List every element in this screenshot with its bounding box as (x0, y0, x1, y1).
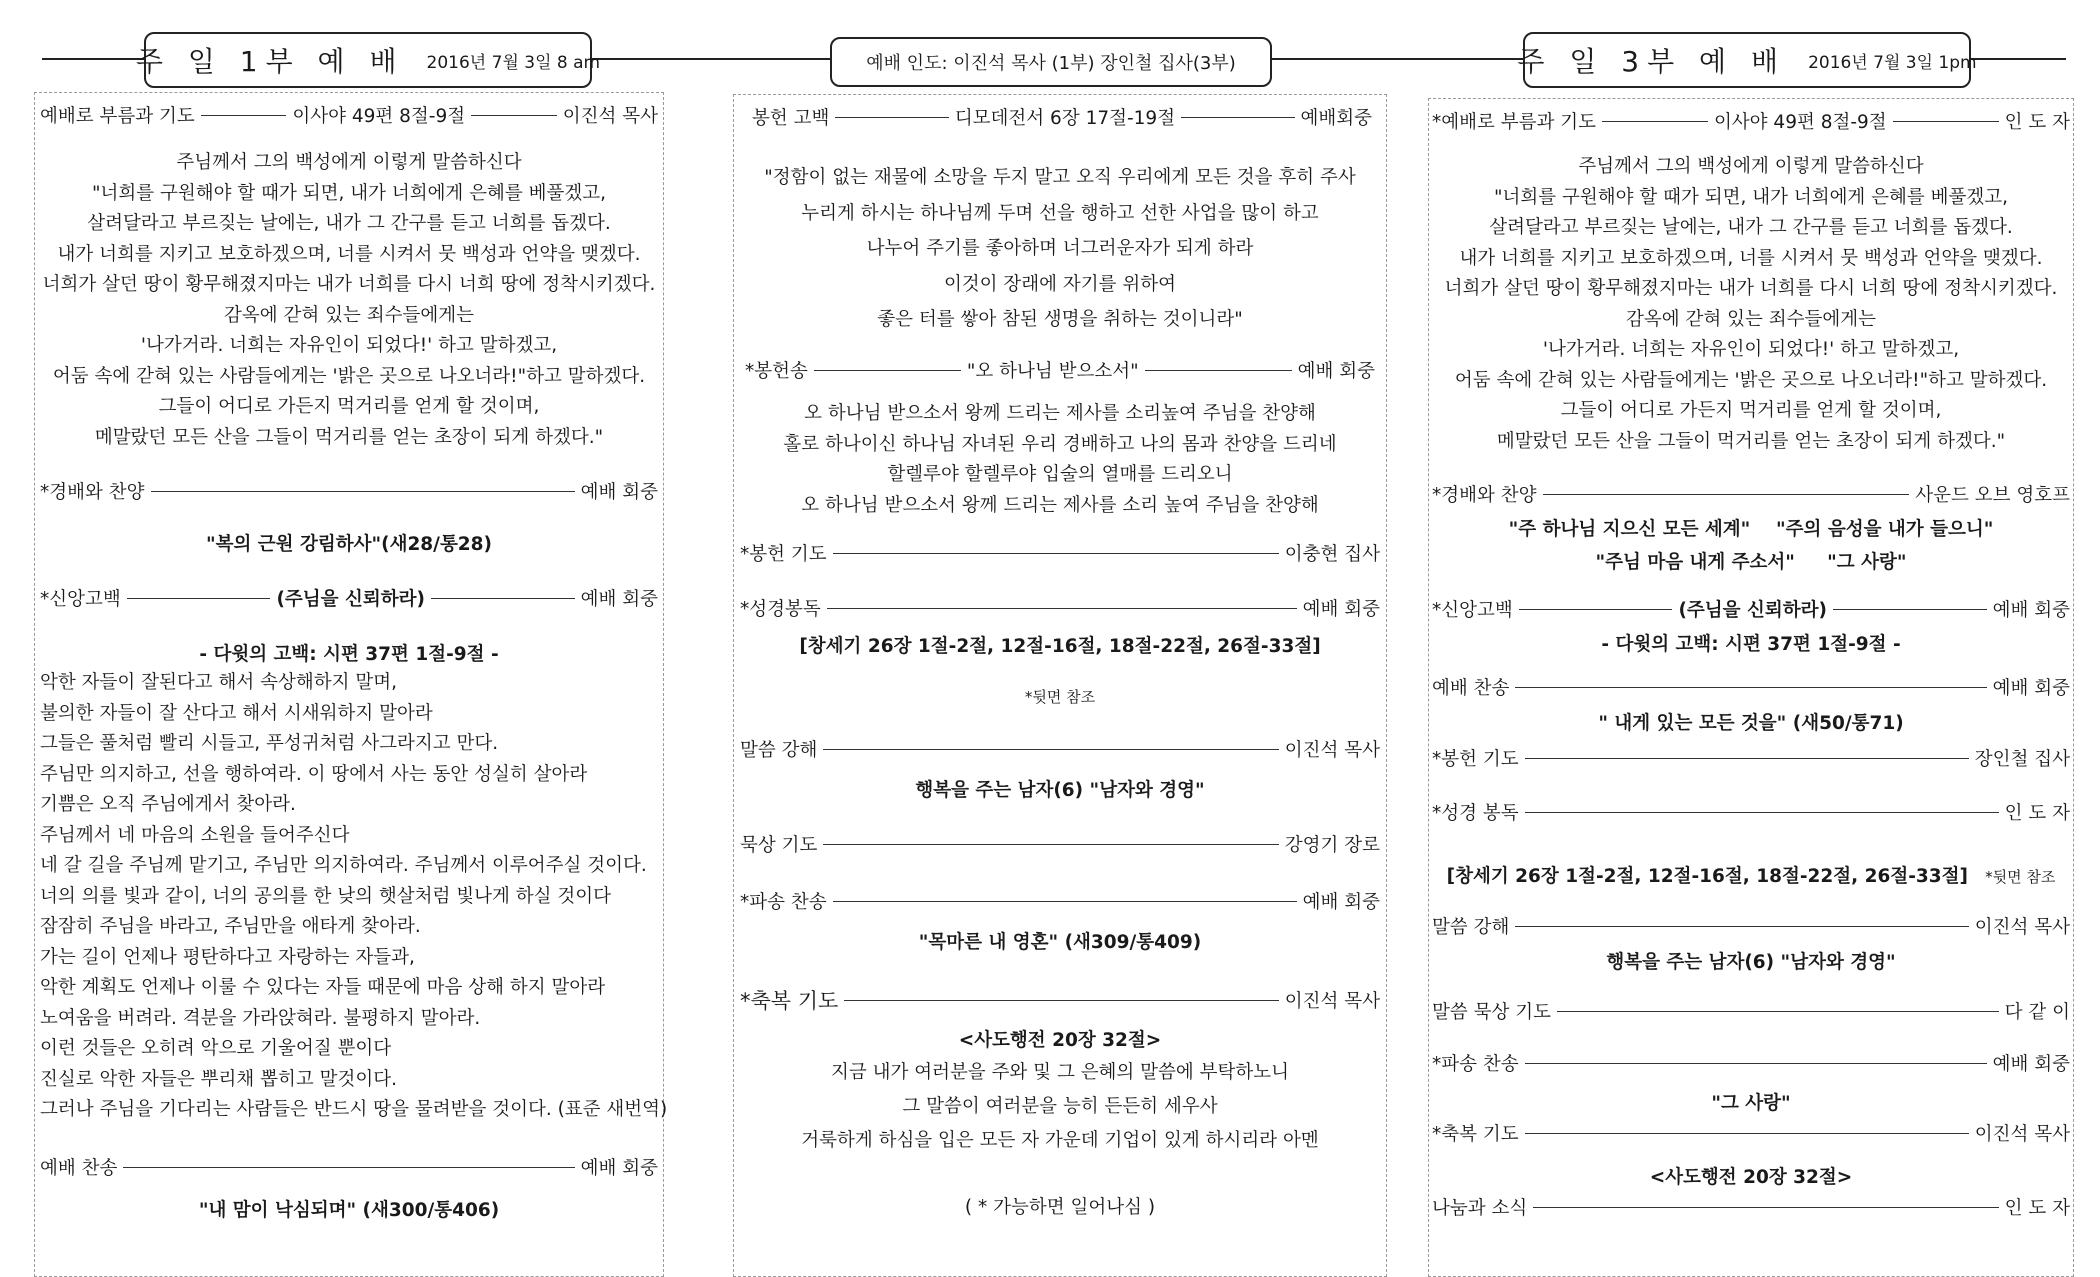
right-sermon-row (1432, 913, 2070, 939)
center-offering-prayer-leader: 이충현 집사 (1284, 544, 1380, 565)
center-offering-row (752, 104, 1372, 130)
center-offering-song-row (745, 357, 1375, 383)
right-news-row (1432, 1194, 2070, 1220)
right-confession-title: - 다윗의 고백: 시편 37편 1절-9절 - (1601, 634, 1901, 655)
leader-dash (201, 115, 287, 116)
right-scripture-leader: 인 도 자 (2004, 803, 2070, 824)
right-praise-leader: 사운드 오브 영호프 (1915, 485, 2070, 506)
right-call-row (1432, 108, 2070, 134)
right-praise-songs-1: "주 하나님 지으신 모든 세계" "주의 음성을 내가 들으니" (1508, 519, 1994, 540)
center-scripture-leader: 예배 회중 (1302, 599, 1380, 620)
reading-line: '나가거라. 너희는 자유인이 되었다!' 하고 말하겠고, (1542, 339, 1960, 360)
center-scripture-label: *성경봉독 (740, 599, 821, 620)
right-creed-label: *신앙고백 (1432, 600, 1513, 621)
reading-line: 감옥에 갇혀 있는 죄수들에게는 (224, 304, 474, 326)
center-blessing-text (740, 1056, 1380, 1158)
offering-line: 나누어 주기를 좋아하며 너그러운자가 되게 하라 (866, 238, 1254, 259)
center-sending-row (740, 888, 1380, 914)
leader-dash (833, 553, 1279, 554)
right-creed-leader: 예배 회중 (1992, 600, 2070, 621)
right-scripture-ref-line (1432, 862, 2070, 888)
reading-line: 어둠 속에 갇혀 있는 사람들에게는 '밝은 곳으로 나오너라!"하고 말하겠다. (52, 365, 646, 387)
left-confession-title: - 다윗의 고백: 시편 37편 1절-9절 - (199, 644, 499, 665)
right-sermon-title: 행복을 주는 남자(6) "남자와 경영" (1606, 952, 1896, 973)
center-offering-text (740, 160, 1380, 338)
center-blessing-label: *축복 기도 (740, 989, 839, 1013)
confession-line: 그들은 풀처럼 빨리 시들고, 푸성귀처럼 사그라지고 만다. (40, 733, 499, 754)
confession-line: 노여움을 버려라. 격분을 가라앉혀라. 불평하지 말아라. (40, 1007, 481, 1029)
leader-text: 예배 인도: 이진석 목사 (1부) 장인철 집사(3부) (866, 53, 1236, 74)
reading-line: 그들이 어디로 가든지 먹거리를 얻게 할 것이며, (1560, 400, 1942, 421)
right-blessing-leader: 이진석 목사 (1974, 1124, 2070, 1145)
center-scripture-row (740, 595, 1380, 621)
right-creed-row (1432, 596, 2070, 622)
offering-line: 이것이 장래에 자기를 위하여 (943, 273, 1177, 295)
center-silent-row (740, 831, 1380, 857)
center-silent-leader: 강영기 장로 (1284, 835, 1380, 856)
confession-line: 불의한 자들이 잘 산다고 해서 시새워하지 말아라 (40, 702, 433, 724)
reading-line: 메말랐던 모든 산을 그들이 먹거리를 얻는 초장이 되게 하겠다." (1496, 430, 2006, 452)
center-sermon-leader: 이진석 목사 (1284, 740, 1380, 761)
leader-dash (1525, 758, 1969, 759)
right-blessing-ref: <사도행전 20장 32절> (1649, 1167, 1853, 1188)
reading-line: 살려달라고 부르짖는 날에는, 내가 그 간구를 듣고 너희를 돕겠다. (87, 213, 611, 234)
confession-line: 악한 계획도 언제나 이룰 수 있다는 자들 때문에 마음 상해 하지 말아라 (40, 977, 606, 998)
center-offering-prayer-row (740, 540, 1380, 566)
right-sermon-leader: 이진석 목사 (1974, 917, 2070, 938)
left-praise-leader: 예배 회중 (580, 482, 658, 503)
confession-line: 이런 것들은 오히려 악으로 기울어질 뿐이다 (40, 1038, 392, 1059)
reading-line: 내가 너희를 지키고 보호하겠으며, 너를 시켜서 뭇 백성과 언약을 맺겠다. (57, 243, 641, 265)
center-song-lyrics (740, 399, 1380, 521)
left-call-leader: 이진석 목사 (562, 106, 659, 127)
left-hymn-label: 예배 찬송 (40, 1158, 118, 1179)
leader-dash (1519, 609, 1673, 610)
leader-dash (1145, 370, 1292, 371)
confession-line: 네 갈 길을 주님께 맡기고, 주님만 의지하여라. 주님께서 이루어주실 것이다. (40, 855, 647, 876)
right-scripture-note: *뒷면 참조 (1985, 868, 2056, 886)
confession-line: 진실로 악한 자들은 뿌리채 뽑히고 말것이다. (40, 1068, 397, 1090)
leader-dash (151, 491, 575, 492)
leader-dash (123, 1167, 574, 1168)
center-blessing-ref: <사도행전 20장 32절> (958, 1030, 1162, 1051)
right-scripture-ref: [창세기 26장 1절-2절, 12절-16절, 18절-22절, 26절-33절] (1446, 866, 1968, 887)
reading-line: 살려달라고 부르짖는 날에는, 내가 그 간구를 듣고 너희를 돕겠다. (1489, 217, 2013, 238)
leader-dash (1525, 812, 1999, 813)
reading-line: 어둠 속에 갇혀 있는 사람들에게는 '밝은 곳으로 나오너라!"하고 말하겠다. (1454, 369, 2048, 391)
reading-line: 주님께서 그의 백성에게 이렇게 말씀하신다 (1578, 156, 1924, 177)
confession-line: 기쁨은 오직 주님에게서 찾아라. (40, 794, 296, 815)
lyric-line: 오 하나님 받으소서 왕께 드리는 제사를 소리 높여 주님을 찬양해 (801, 494, 1319, 516)
right-silent-label: 말씀 묵상 기도 (1432, 1002, 1551, 1023)
confession-line: 가는 길이 언제나 평탄하다고 자랑하는 자들과, (40, 946, 415, 968)
leader-dash (1833, 609, 1987, 610)
right-blessing-row (1432, 1120, 2070, 1146)
reading-line: 내가 너희를 지키고 보호하겠으며, 너를 시켜서 뭇 백성과 언약을 맺겠다. (1459, 247, 2043, 269)
right-sending-row (1432, 1050, 2070, 1076)
right-call-leader: 인 도 자 (2004, 112, 2071, 133)
blessing-line: 그 말씀이 여러분을 능히 든든히 세우사 (902, 1096, 1218, 1117)
left-service-title: 주 일 1부 예 배 (135, 45, 405, 78)
center-offering-prayer-label: *봉헌 기도 (740, 544, 827, 565)
right-praise-row (1432, 481, 2070, 507)
left-service-date: 2016년 7월 3일 8 am (426, 52, 601, 73)
blessing-line: 지금 내가 여러분을 주와 및 그 은혜의 말씀에 부탁하노니 (830, 1062, 1290, 1083)
leader-dash (1557, 1011, 1999, 1012)
leader-dash (1525, 1063, 1987, 1064)
confession-line: 주님만 의지하고, 선을 행하여라. 이 땅에서 사는 동안 성실히 살아라 (40, 763, 588, 785)
right-hymn-label: 예배 찬송 (1432, 678, 1510, 699)
confession-line: 너의 의를 빛과 같이, 너의 공의를 한 낮의 햇살처럼 빛나게 하실 것이다 (40, 885, 611, 907)
leader-dash (823, 844, 1278, 845)
left-service-title-box (135, 32, 601, 88)
leader-dash (833, 901, 1297, 902)
offering-line: 누리게 하시는 하나님께 두며 선을 행하고 선한 사업을 많이 하고 (801, 202, 1319, 224)
reading-line: "너희를 구원해야 할 때가 되면, 내가 너희에게 은혜를 베풀겠고, (91, 182, 607, 204)
leader-dash (1602, 121, 1708, 122)
right-reading (1432, 152, 2070, 457)
left-call-label: 예배로 부름과 기도 (40, 106, 195, 127)
center-sending-leader: 예배 회중 (1302, 892, 1380, 913)
right-news-leader: 인 도 자 (2004, 1198, 2070, 1219)
reading-line: 너희가 살던 땅이 황무해졌지마는 내가 너희를 다시 너희 땅에 정착시키겠다. (42, 274, 656, 295)
center-sermon-label: 말씀 강해 (740, 740, 818, 761)
confession-line: 그러나 주님을 기다리는 사람들은 반드시 땅을 물려받을 것이다. (표준 새번역) (40, 1099, 668, 1120)
right-hymn-leader: 예배 회중 (1992, 678, 2070, 699)
right-call-label: *예배로 부름과 기도 (1432, 112, 1596, 133)
left-reading (40, 148, 658, 453)
right-silent-leader: 다 같 이 (2004, 1002, 2070, 1023)
right-sending-leader: 예배 회중 (1992, 1054, 2070, 1075)
right-sending-label: *파송 찬송 (1432, 1054, 1519, 1075)
left-creed-label: *신앙고백 (40, 589, 121, 610)
leader-dash (1525, 1133, 1969, 1134)
leader-dash (1893, 121, 1999, 122)
right-offering-prayer-leader: 장인철 집사 (1974, 749, 2070, 770)
center-offering-song-label: *봉헌송 (745, 361, 808, 382)
center-offering-song-title: "오 하나님 받으소서" (966, 361, 1139, 382)
center-offering-label: 봉헌 고백 (752, 108, 830, 129)
right-scripture-label: *성경 봉독 (1432, 803, 1519, 824)
right-creed-title: (주님을 신뢰하라) (1678, 600, 1827, 621)
leader-dash (827, 608, 1297, 609)
leader-dash (1515, 926, 1968, 927)
left-praise-row (40, 478, 658, 504)
reading-line: 주님께서 그의 백성에게 이렇게 말씀하신다 (176, 152, 522, 173)
reading-line: 메말랐던 모든 산을 그들이 먹거리를 얻는 초장이 되게 하겠다." (94, 426, 604, 448)
offering-line: 좋은 터를 쌓아 참된 생명을 취하는 것이니라" (877, 309, 1243, 330)
reading-line: 그들이 어디로 가든지 먹거리를 얻게 할 것이며, (158, 396, 540, 417)
leader-dash (1181, 117, 1294, 118)
right-offering-prayer-label: *봉헌 기도 (1432, 749, 1519, 770)
center-blessing-leader: 이진석 목사 (1284, 991, 1380, 1012)
confession-line: 주님께서 네 마음의 소원을 들어주신다 (40, 824, 350, 846)
right-service-title-box (1517, 32, 1977, 88)
leader-dash (814, 370, 961, 371)
leader-dash (1533, 1207, 1998, 1208)
center-sending-label: *파송 찬송 (740, 892, 827, 913)
left-call-row (40, 102, 658, 128)
center-offering-passage: 디모데전서 6장 17절-19절 (954, 108, 1176, 129)
reading-line: 너희가 살던 땅이 황무해졌지마는 내가 너희를 다시 너희 땅에 정착시키겠다. (1444, 278, 2058, 299)
lyric-line: 할렐루야 할렐루야 입술의 열매를 드리오니 (887, 464, 1233, 485)
right-praise-songs-2: "주님 마음 내게 주소서" "그 사랑" (1595, 552, 1907, 573)
leader-dash (1515, 687, 1986, 688)
left-hymn-leader: 예배 회중 (580, 1158, 658, 1179)
leader-dash (1543, 494, 1910, 495)
left-praise-song: "복의 근원 강림하사"(새28/통28) (205, 534, 493, 555)
reading-line: '나가거라. 너희는 자유인이 되었다!' 하고 말하겠고, (140, 335, 558, 356)
center-sermon-title: 행복을 주는 남자(6) "남자와 경영" (915, 780, 1205, 801)
left-creed-title: (주님을 신뢰하라) (276, 589, 425, 610)
left-creed-row (40, 585, 658, 611)
right-sending-title: "그 사랑" (1711, 1093, 1791, 1114)
right-service-date: 2016년 7월 3일 1pm (1808, 52, 1977, 73)
right-hymn-title: " 내게 있는 모든 것을" (새50/통71) (1598, 713, 1904, 734)
leader-dash (835, 117, 948, 118)
left-confession (40, 668, 668, 1126)
center-scripture-ref: [창세기 26장 1절-2절, 12절-16절, 18절-22절, 26절-33절] (799, 636, 1321, 657)
right-sermon-label: 말씀 강해 (1432, 917, 1510, 938)
leader-dash (127, 598, 271, 599)
reading-line: "너희를 구원해야 할 때가 되면, 내가 너희에게 은혜를 베풀겠고, (1493, 186, 2009, 208)
leader-box (830, 37, 1272, 87)
center-sermon-row (740, 736, 1380, 762)
left-creed-leader: 예배 회중 (580, 589, 658, 610)
reading-line: 감옥에 갇혀 있는 죄수들에게는 (1626, 308, 1876, 330)
center-stand-note: ( * 가능하면 일어나심 ) (964, 1197, 1156, 1218)
center-silent-label: 묵상 기도 (740, 835, 818, 856)
right-service-title: 주 일 3부 예 배 (1517, 45, 1787, 78)
right-blessing-label: *축복 기도 (1432, 1124, 1519, 1145)
offering-line: "정함이 없는 재물에 소망을 두지 말고 오직 우리에게 모든 것을 후히 주사 (764, 167, 1356, 188)
center-offering-song-leader: 예배 회중 (1297, 361, 1375, 382)
center-scripture-note: *뒷면 참조 (1024, 688, 1096, 706)
confession-line: 악한 자들이 잘된다고 해서 속상해하지 말며, (40, 672, 397, 693)
right-call-passage: 이사야 49편 8절-9절 (1713, 112, 1887, 133)
center-sending-title: "목마른 내 영혼" (새309/통409) (918, 932, 1202, 953)
left-hymn-row (40, 1154, 658, 1180)
right-silent-row (1432, 998, 2070, 1024)
leader-dash (823, 749, 1278, 750)
right-hymn-row (1432, 674, 2070, 700)
center-blessing-row (740, 985, 1380, 1015)
center-offering-leader: 예배회중 (1300, 108, 1372, 129)
leader-dash (471, 115, 557, 116)
confession-line: 잠잠히 주님을 바라고, 주님만을 애타게 찾아라. (40, 916, 421, 937)
lyric-line: 홀로 하나이신 하나님 자녀된 우리 경배하고 나의 몸과 찬양을 드리네 (783, 433, 1337, 455)
blessing-line: 거룩하게 하심을 입은 모든 자 가운데 기업이 있게 하시리라 아멘 (801, 1130, 1319, 1151)
right-offering-prayer-row (1432, 745, 2070, 771)
left-call-passage: 이사야 49편 8절-9절 (292, 106, 466, 127)
left-praise-label: *경배와 찬양 (40, 482, 145, 503)
right-praise-label: *경배와 찬양 (1432, 485, 1537, 506)
left-hymn-title: "내 맘이 낙심되며" (새300/통406) (198, 1200, 500, 1221)
leader-dash (844, 1000, 1278, 1001)
lyric-line: 오 하나님 받으소서 왕께 드리는 제사를 소리높여 주님을 찬양해 (804, 403, 1316, 424)
leader-dash (431, 598, 575, 599)
right-news-label: 나눔과 소식 (1432, 1198, 1528, 1219)
right-scripture-row (1432, 799, 2070, 825)
